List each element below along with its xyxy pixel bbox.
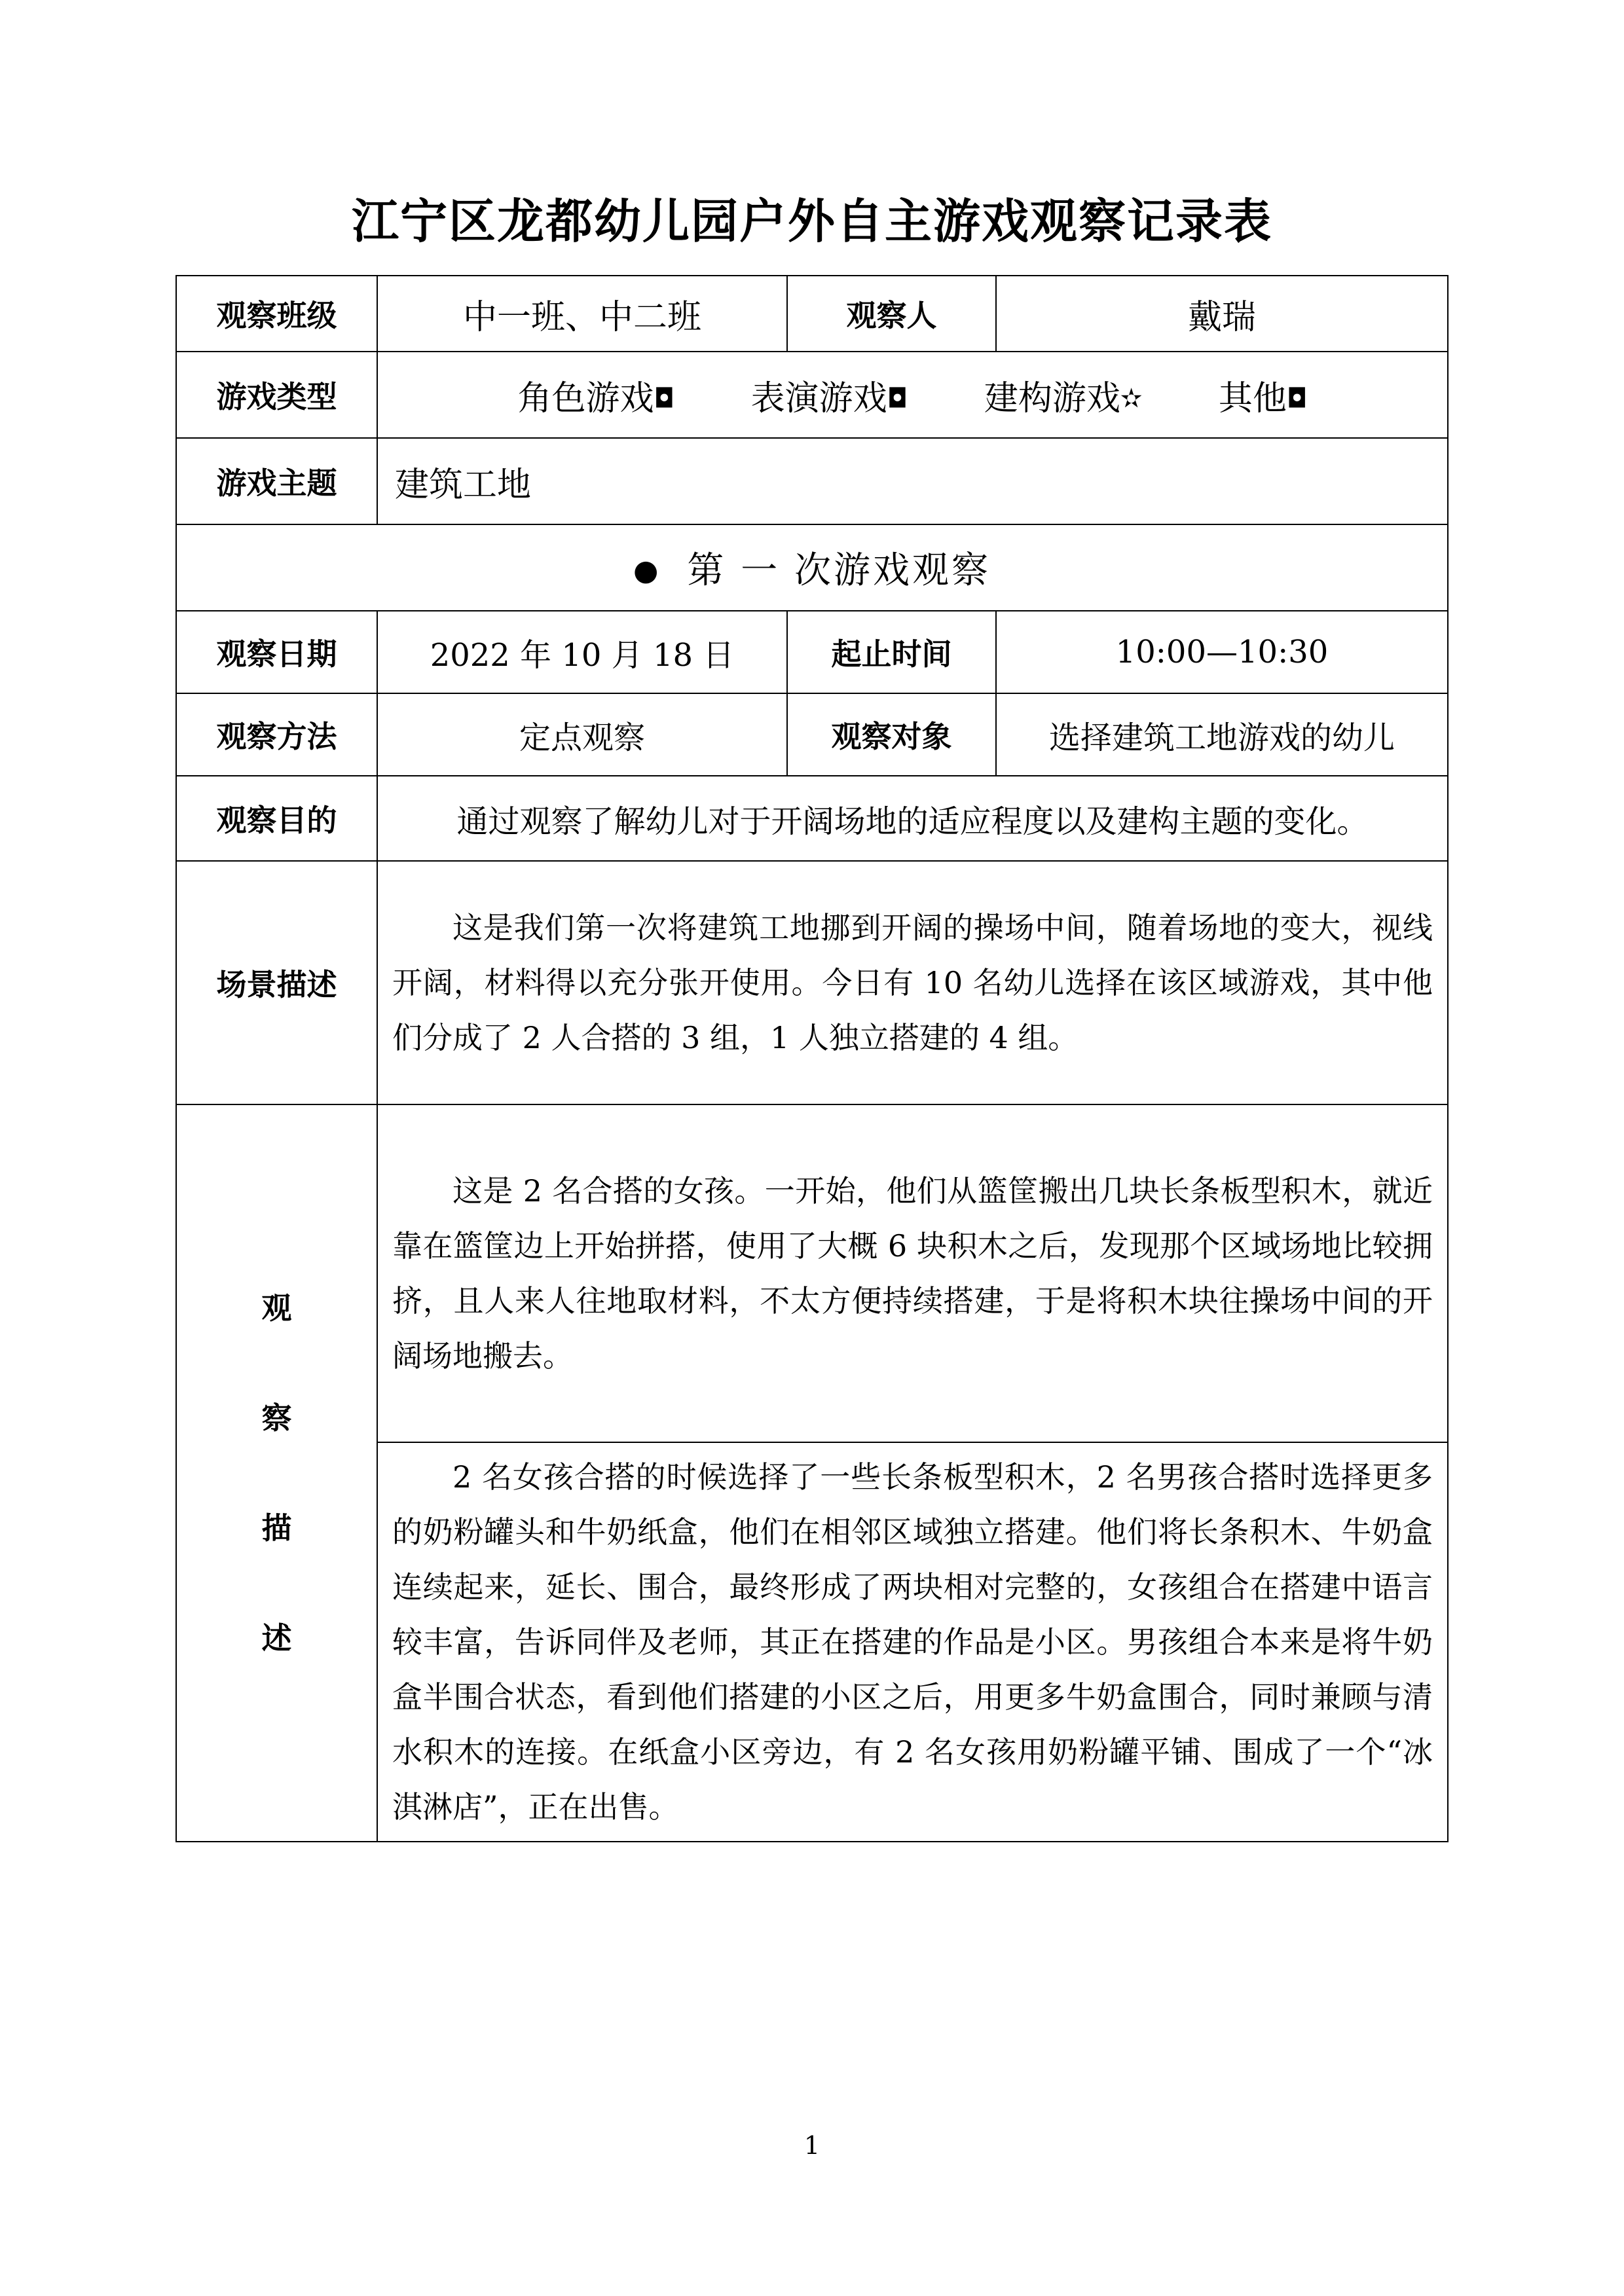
target-value: 选择建筑工地游戏的幼儿 — [996, 693, 1448, 776]
observer-value: 戴瑞 — [996, 276, 1448, 352]
game-type-construction-label: 建构游戏 — [984, 378, 1120, 418]
target-label: 观察对象 — [787, 693, 996, 776]
row-class — [176, 276, 1448, 352]
row-section-header — [176, 524, 1448, 611]
game-type-role — [517, 379, 674, 418]
date-label: 观察日期 — [176, 611, 377, 693]
unchecked-mark-icon: ◘ — [1286, 383, 1308, 414]
purpose-label: 观察目的 — [176, 776, 377, 861]
time-label: 起止时间 — [787, 611, 996, 693]
row-theme — [176, 438, 1448, 524]
observation-form — [175, 275, 1449, 1842]
section-header — [176, 524, 1448, 611]
theme-label: 游戏主题 — [176, 438, 377, 524]
observation-text-1: 这是 2 名合搭的女孩。一开始，他们从篮筐搬出几块长条板型积木，就近靠在篮筐边上开始拼搭，使用了大概 6 块积木之后，发现那个区域场地比较拥挤，且人来人往地取材料，不太方便持续搭建，于是将积木块往操场中间的开阔场地搬去。 — [377, 1104, 1448, 1442]
observation-label-char: 观 — [261, 1290, 292, 1326]
scene-label: 场景描述 — [176, 861, 377, 1104]
row-date — [176, 611, 1448, 693]
unchecked-mark-icon: ◘ — [887, 383, 908, 414]
class-value: 中一班、中二班 — [377, 276, 787, 352]
bullet-icon: ● — [633, 554, 661, 587]
time-value: 10:00—10:30 — [996, 611, 1448, 693]
method-label: 观察方法 — [176, 693, 377, 776]
game-type-other-label: 其他 — [1218, 378, 1287, 418]
game-type-performance-label: 表演游戏 — [750, 378, 887, 418]
date-value: 2022 年 10 月 18 日 — [377, 611, 787, 693]
game-type-construction — [984, 379, 1143, 418]
document-title: 江宁区龙都幼儿园户外自主游戏观察记录表 — [351, 194, 1272, 249]
row-observation-1 — [176, 1104, 1448, 1442]
row-purpose — [176, 776, 1448, 861]
row-game-type — [176, 352, 1448, 438]
observation-text-2: 2 名女孩合搭的时候选择了一些长条板型积木，2 名男孩合搭时选择更多的奶粉罐头和牛奶纸盒，他们在相邻区域独立搭建。他们将长条积木、牛奶盒连续起来，延长、围合，最终形成了两块相对完整的，女孩组合在搭建中语言较丰富，告诉同伴及老师，其正在搭建的作品是小区。男孩组合本来是将牛奶盒半围合状态，看到他们搭建的小区之后，用更多牛奶盒围合，同时兼顾与清水积木的连接。在纸盒小区旁边，有 2 名女孩用奶粉罐平铺、围成了一个“冰淇淋店”，正在出售。 — [377, 1442, 1448, 1842]
observation-label-char: 描 — [261, 1510, 292, 1546]
observation-label-char: 述 — [261, 1620, 292, 1656]
star-mark-icon: ✫ — [1120, 383, 1143, 414]
method-value: 定点观察 — [377, 693, 787, 776]
game-type-label: 游戏类型 — [176, 352, 377, 438]
unchecked-mark-icon: ◘ — [654, 383, 675, 414]
section-title: 第 一 次游戏观察 — [687, 549, 991, 592]
page-number: 1 — [803, 2131, 821, 2160]
game-type-options — [377, 352, 1448, 438]
observation-label — [176, 1104, 377, 1842]
purpose-value: 通过观察了解幼儿对于开阔场地的适应程度以及建构主题的变化。 — [377, 776, 1448, 861]
game-type-other — [1219, 379, 1308, 418]
game-type-performance — [751, 379, 908, 418]
observation-label-char: 察 — [261, 1400, 292, 1436]
game-type-role-label: 角色游戏 — [517, 378, 654, 418]
row-scene — [176, 861, 1448, 1104]
scene-text: 这是我们第一次将建筑工地挪到开阔的操场中间，随着场地的变大，视线开阔，材料得以充分张开使用。今日有 10 名幼儿选择在该区域游戏，其中他们分成了 2 人合搭的 3 组，1 人独立搭建的 4 组。 — [377, 861, 1448, 1104]
observer-label: 观察人 — [787, 276, 996, 352]
theme-value: 建筑工地 — [377, 438, 1448, 524]
row-method — [176, 693, 1448, 776]
class-label: 观察班级 — [176, 276, 377, 352]
